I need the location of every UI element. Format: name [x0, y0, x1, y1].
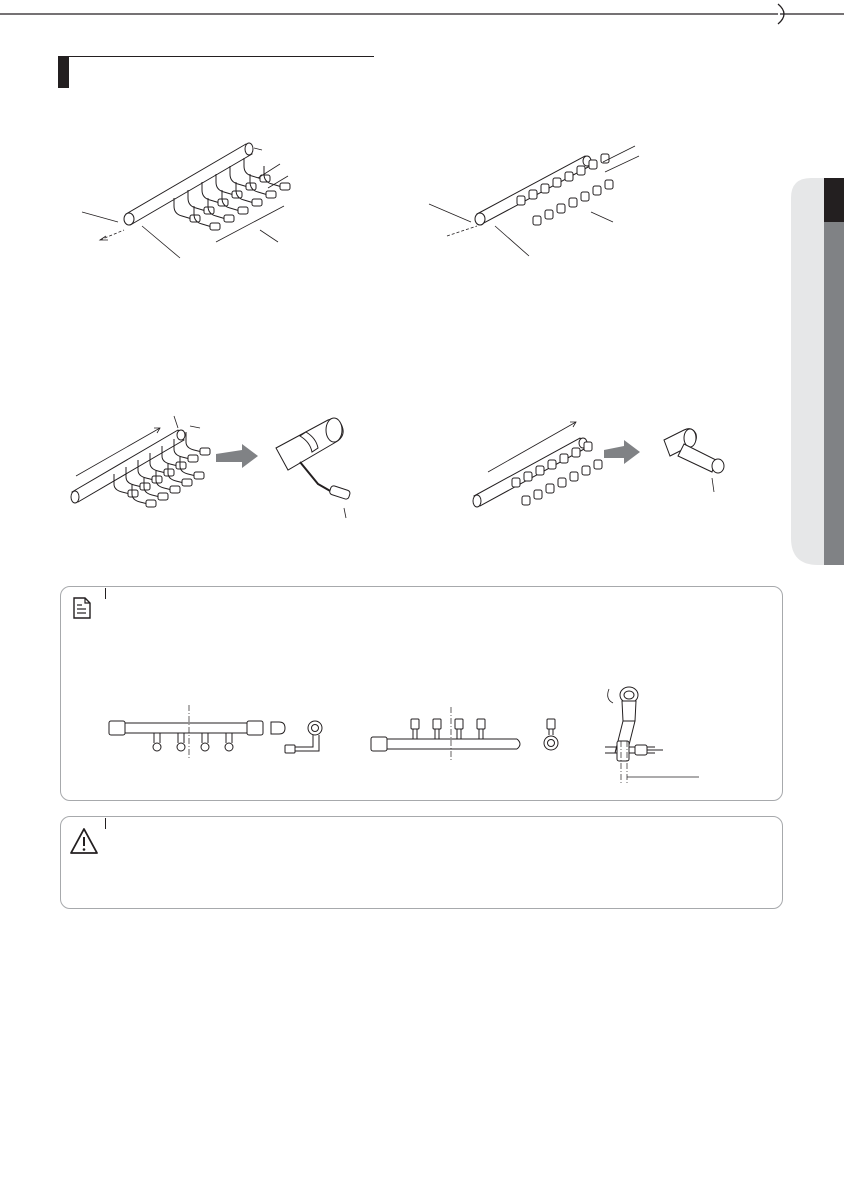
- note-icon: [73, 597, 91, 619]
- distributor-straight-branch-figure: [425, 140, 647, 258]
- section-heading: [58, 56, 374, 88]
- note-divider-tick: [105, 588, 106, 599]
- cutting-point-bent-figure: [107, 687, 357, 767]
- chapter-side-tab: [791, 178, 844, 565]
- note-box: [60, 586, 783, 801]
- cutting-point-straight-figure: [367, 687, 567, 767]
- caution-icon: [69, 827, 99, 855]
- pipe-cutter-figure: [595, 681, 705, 793]
- caution-box: [60, 816, 783, 909]
- distributor-straight-closeup-figure: [468, 416, 738, 522]
- heading-rule: [69, 56, 374, 57]
- caution-divider-tick: [105, 818, 106, 829]
- distributor-bent-branch-figure: [78, 136, 300, 262]
- distributor-bent-closeup-figure: [66, 412, 366, 522]
- page-cut-line: [0, 0, 844, 30]
- heading-marker-bar: [58, 56, 69, 88]
